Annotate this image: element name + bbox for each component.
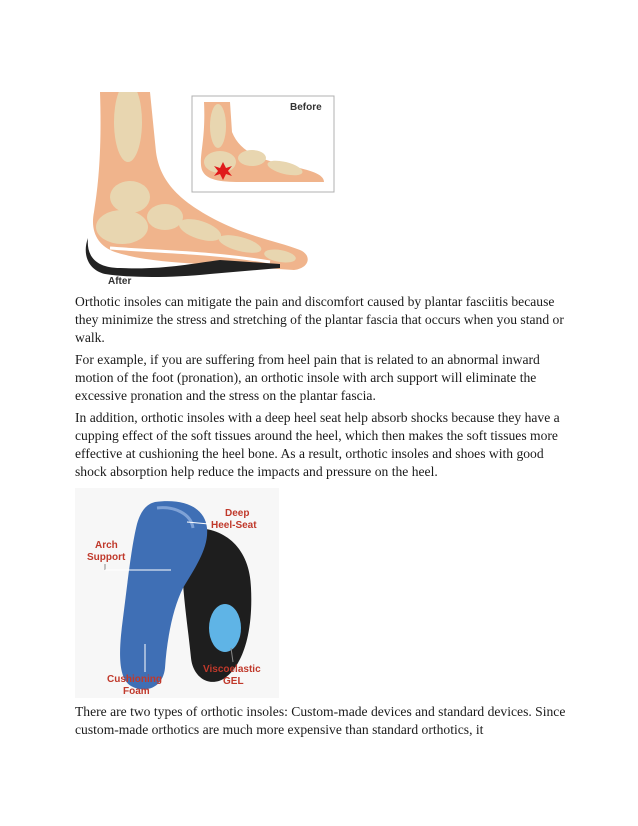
orthotic-insole-figure — [75, 488, 279, 698]
paragraph-4: There are two types of orthotic insoles: Custom-made devices and standard devices. Since custom-made orthotics are much more expensive than standard orthotics, it — [75, 704, 566, 737]
foot-illustration — [80, 92, 340, 288]
deep-heel-seat-label-line1: Deep — [225, 508, 250, 519]
viscoelastic-gel-label-line1: Viscoelastic — [203, 664, 261, 675]
before-tibia — [210, 104, 226, 148]
viscoelastic-gel-label-line2: GEL — [223, 676, 244, 687]
after-label: After — [108, 276, 132, 287]
cushioning-foam-label-line2: Foam — [123, 686, 150, 697]
before-midfoot-bone — [238, 150, 266, 166]
heel-bone — [96, 210, 148, 244]
before-label: Before — [290, 102, 322, 113]
midfoot-bone — [147, 204, 183, 230]
paragraph-3: In addition, orthotic insoles with a deep heel seat help absorb shocks because they have a cupping effect of the soft tissues around the heel, which then makes the soft tissues more effective at cushioning the heel bone. As a result, orthotic insoles and shoes with good shock absorption help reduce the impacts and pressure on the heel. — [75, 410, 560, 479]
gel-pad — [209, 604, 241, 652]
ankle-bone — [110, 181, 150, 213]
paragraph-1: Orthotic insoles can mitigate the pain and discomfort caused by plantar fasciitis because they minimize the stress and stretching of the plantar fascia that occurs when you stand or walk. — [75, 294, 564, 345]
foot-before-after-figure — [80, 92, 340, 288]
arch-support-label-line2: Support — [87, 552, 126, 563]
insole-illustration — [75, 488, 279, 698]
arch-support-label-line1: Arch — [95, 540, 118, 551]
paragraph-2: For example, if you are suffering from heel pain that is related to an abnormal inward motion of the foot (pronation), an orthotic insole with arch support will eliminate the excessive pronation and the stress on the plantar fascia. — [75, 352, 540, 403]
deep-heel-seat-label-line2: Heel-Seat — [211, 520, 257, 531]
cushioning-foam-label-line1: Cushioning — [107, 674, 162, 685]
